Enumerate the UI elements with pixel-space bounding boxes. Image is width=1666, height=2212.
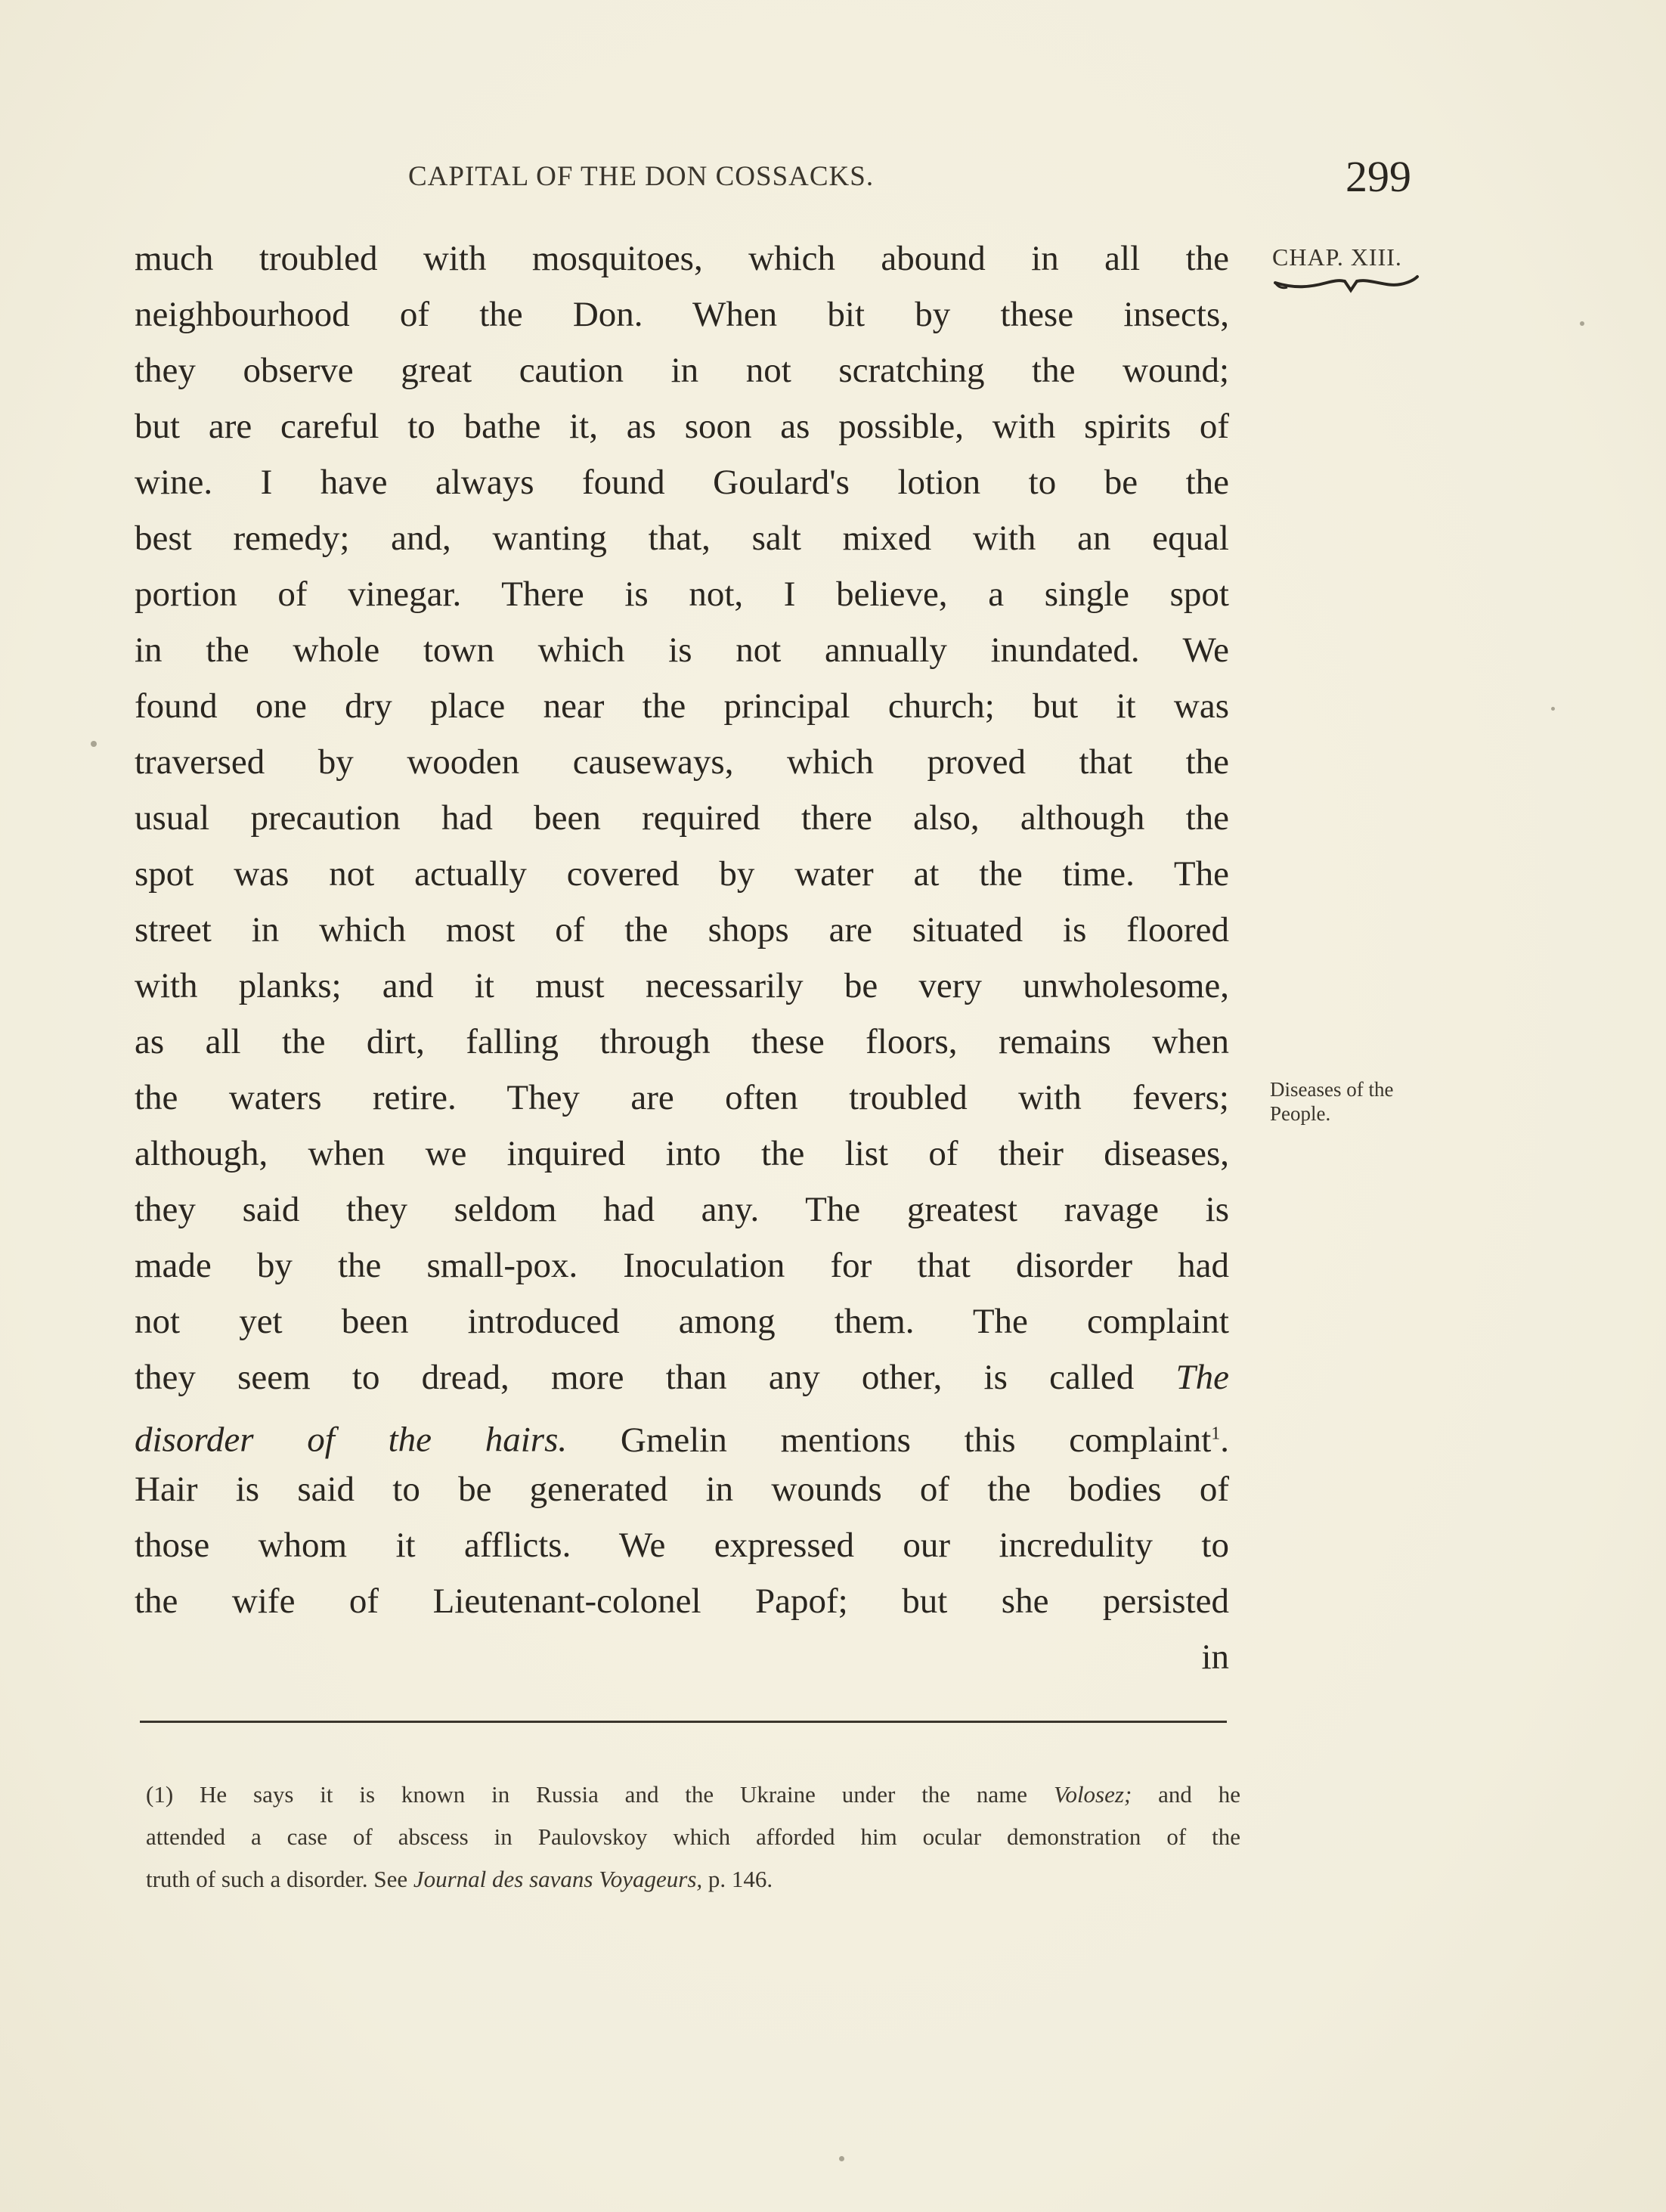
- body-line: in the whole town which is not annually inundated. We: [135, 630, 1229, 670]
- body-line: [135, 1405, 1229, 1461]
- body-line: portion of vinegar. There is not, I believe, a single spot: [135, 575, 1229, 614]
- paper-speck: [1580, 321, 1584, 326]
- body-line: they said they seldom had any. The greatest ravage is: [135, 1190, 1229, 1229]
- body-line: found one dry place near the principal church; but it was: [135, 686, 1229, 726]
- body-line: neighbourhood of the Don. When bit by these insects,: [135, 295, 1229, 334]
- body-italic-run: disorder of the hairs.: [135, 1420, 568, 1460]
- page-number: 299: [1345, 152, 1411, 201]
- chapter-label: CHAP. XIII.: [1272, 243, 1402, 271]
- body-line: the waters retire. They are often troubled with fevers;: [135, 1078, 1229, 1117]
- body-line: the wife of Lieutenant-colonel Papof; but she persisted: [135, 1582, 1229, 1621]
- footnote-line: [146, 1858, 1240, 1901]
- paper-speck: [839, 2156, 844, 2161]
- body-text-run: Gmelin mentions this complaint: [620, 1420, 1212, 1460]
- footnote-reference: 1: [1211, 1424, 1221, 1443]
- footnote-italic: Volosez;: [1053, 1781, 1132, 1808]
- body-line: usual precaution had been required there also, although the: [135, 798, 1229, 838]
- sidenote-line: People.: [1270, 1102, 1331, 1125]
- marginal-sidenote: [1270, 1077, 1393, 1126]
- footnote-line: attended a case of abscess in Paulovskoy which afforded him ocular demonstration of the: [146, 1823, 1240, 1850]
- body-line: best remedy; and, wanting that, salt mixed with an equal: [135, 519, 1229, 558]
- body-line: much troubled with mosquitoes, which abound in all the: [135, 239, 1229, 278]
- body-line: with planks; and it must necessarily be very unwholesome,: [135, 966, 1229, 1005]
- body-line: those whom it afflicts. We expressed our incredulity to: [135, 1526, 1229, 1565]
- footnote-rule: [140, 1721, 1227, 1723]
- catchword: in: [1201, 1637, 1229, 1677]
- body-line: traversed by wooden causeways, which proved that the: [135, 742, 1229, 782]
- paper-speck: [91, 741, 97, 747]
- footnote-text: He says it is known in Russia and the Ukraine under the name: [200, 1781, 1028, 1808]
- body-line: Hair is said to be generated in wounds of the bodies of: [135, 1470, 1229, 1509]
- body-line: but are careful to bathe it, as soon as possible, with spirits of: [135, 407, 1229, 446]
- body-text-run-group: [621, 1420, 1229, 1460]
- footnote-text: and he: [1158, 1781, 1241, 1808]
- sidenote-line: Diseases of the: [1270, 1078, 1394, 1101]
- footnote-line: [146, 1774, 1240, 1816]
- footnote-italic: Journal des savans Voyageurs,: [413, 1866, 703, 1892]
- running-head: CAPITAL OF THE DON COSSACKS.: [408, 161, 875, 192]
- footnote-text: p. 146.: [708, 1866, 773, 1892]
- body-line: wine. I have always found Goulard's lotion to be the: [135, 463, 1229, 502]
- body-line: spot was not actually covered by water at the time. The: [135, 854, 1229, 894]
- body-italic-run: The: [1175, 1358, 1229, 1397]
- body-line: as all the dirt, falling through these floors, remains when: [135, 1022, 1229, 1061]
- body-line: they observe great caution in not scratching the wound;: [135, 351, 1229, 390]
- paper-speck: [1551, 707, 1555, 711]
- body-text: [135, 231, 1229, 1685]
- flourish-ornament-icon: [1272, 272, 1420, 302]
- footnote-text: truth of such a disorder. See: [146, 1866, 408, 1892]
- footnote-marker: (1): [146, 1781, 174, 1808]
- body-line: street in which most of the shops are situated is floored: [135, 910, 1229, 950]
- body-line: made by the small-pox. Inoculation for that disorder had: [135, 1246, 1229, 1285]
- body-line: [135, 1349, 1229, 1405]
- body-line: not yet been introduced among them. The complaint: [135, 1302, 1229, 1341]
- footnote: [146, 1774, 1240, 1901]
- body-text-run: .: [1220, 1420, 1229, 1460]
- body-line: although, when we inquired into the list of their diseases,: [135, 1134, 1229, 1173]
- body-text-run: they seem to dread, more than any other, is called: [135, 1358, 1135, 1397]
